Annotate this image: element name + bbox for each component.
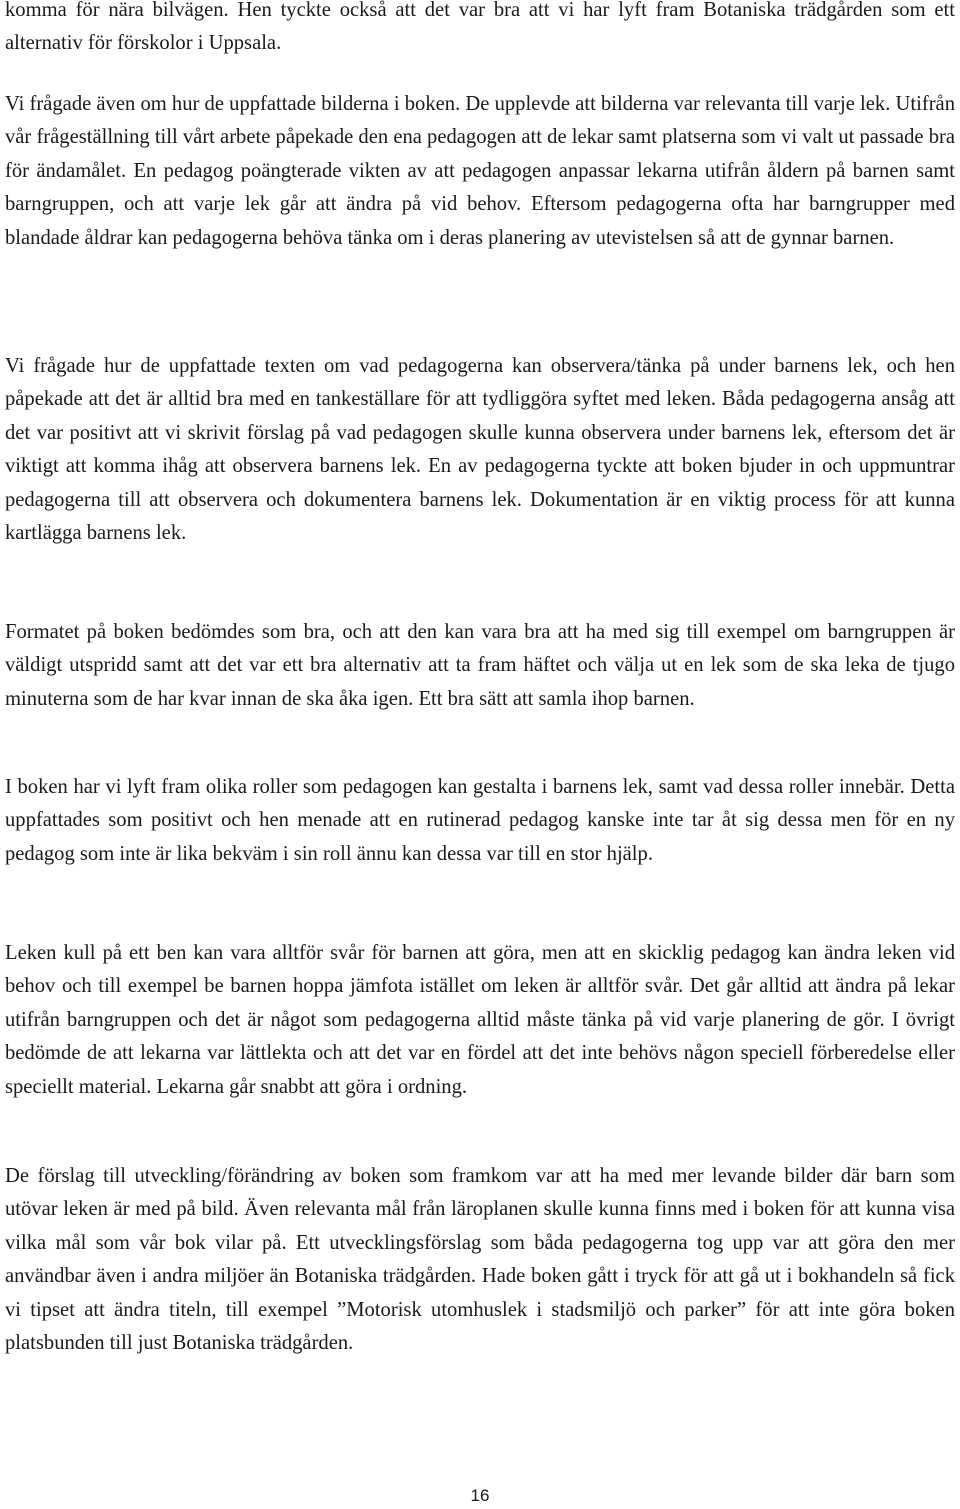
paragraph-6: Leken kull på ett ben kan vara alltför svår för barnen att göra, men att en skicklig pedagog kan ändra leken vid behov och till exempel be barnen hoppa jämfota istället om leken är alltför svår. Det går alltid att ändra på lekar utifrån barngruppen och det är något som pedagogerna alltid måste tänka på vid varje planering de gör. I övrigt bedömde de att lekarna var lättlekta och att det var en fördel att det inte behövs någon speciell förberedelse eller speciellt material. Lekarna går snabbt att göra i ordning. bbox=[5, 942, 955, 1098]
paragraph-7: De förslag till utveckling/förändring av boken som framkom var att ha med mer levande bilder där barn som utövar leken är med på bild. Även relevanta mål från läroplanen skulle kunna finns med i boken för att kunna visa vilka mål som vår bok vilar på. Ett utvecklingsförslag som båda pedagogerna tog upp var att göra den mer användbar även i andra miljöer än Botaniska trädgården. Hade boken gått i tryck för att gå ut i bokhandeln så fick vi tipset att ändra titeln, till exempel ”Motorisk utomhuslek i stadsmiljö och parker” för att inte göra boken platsbunden till just Botaniska trädgården. bbox=[5, 1165, 955, 1355]
paragraph-4: Formatet på boken bedömdes som bra, och att den kan vara bra att ha med sig till exempel om barngruppen är väldigt utspridd samt att det var ett bra alternativ att ta fram häftet och välja ut en lek som de ska leka de tjugo minuterna som de har kvar innan de ska åka igen. Ett bra sätt att samla ihop barnen. bbox=[5, 621, 955, 710]
paragraph-2: Vi frågade även om hur de uppfattade bilderna i boken. De upplevde att bilderna var relevanta till varje lek. Utifrån vår frågeställning till vårt arbete påpekade den ena pedagogen att de lekar samt platserna som vi valt ut passade bra för ändamålet. En pedagog poängterade vikten av att pedagogen anpassar lekarna utifrån åldern på barnen samt barngruppen, och att varje lek går att ändra på vid behov. Eftersom pedagogerna ofta har barngrupper med blandade åldrar kan pedagogerna behöva tänka om i deras planering av utevistelsen så att de gynnar barnen. bbox=[5, 93, 955, 249]
paragraph-1: komma för nära bilvägen. Hen tyckte också att det var bra att vi har lyft fram Botaniska trädgården som ett alternativ för förskolor i Uppsala. bbox=[5, 0, 955, 55]
paragraph-3: Vi frågade hur de uppfattade texten om vad pedagogerna kan observera/tänka på under barnens lek, och hen påpekade att det är alltid bra med en tankeställare för att tydliggöra syftet med leken. Båda pedagogerna ansåg att det var positivt att vi skrivit förslag på vad pedagogen skulle kunna observera under barnens lek, eftersom det är viktigt att komma ihåg att observera barnens lek. En av pedagogerna tyckte att boken bjuder in och uppmuntrar pedagogerna till att observera och dokumentera barnens lek. Dokumentation är en viktig process för att kunna kartlägga barnens lek. bbox=[5, 355, 955, 545]
paragraph-5: I boken har vi lyft fram olika roller som pedagogen kan gestalta i barnens lek, samt vad dessa roller innebär. Detta uppfattades som positivt och hen menade att en rutinerad pedagog kanske inte tar åt sig dessa men för en ny pedagog som inte är lika bekväm i sin roll ännu kan dessa var till en stor hjälp. bbox=[5, 776, 955, 865]
page-number: 16 bbox=[470, 1486, 490, 1505]
